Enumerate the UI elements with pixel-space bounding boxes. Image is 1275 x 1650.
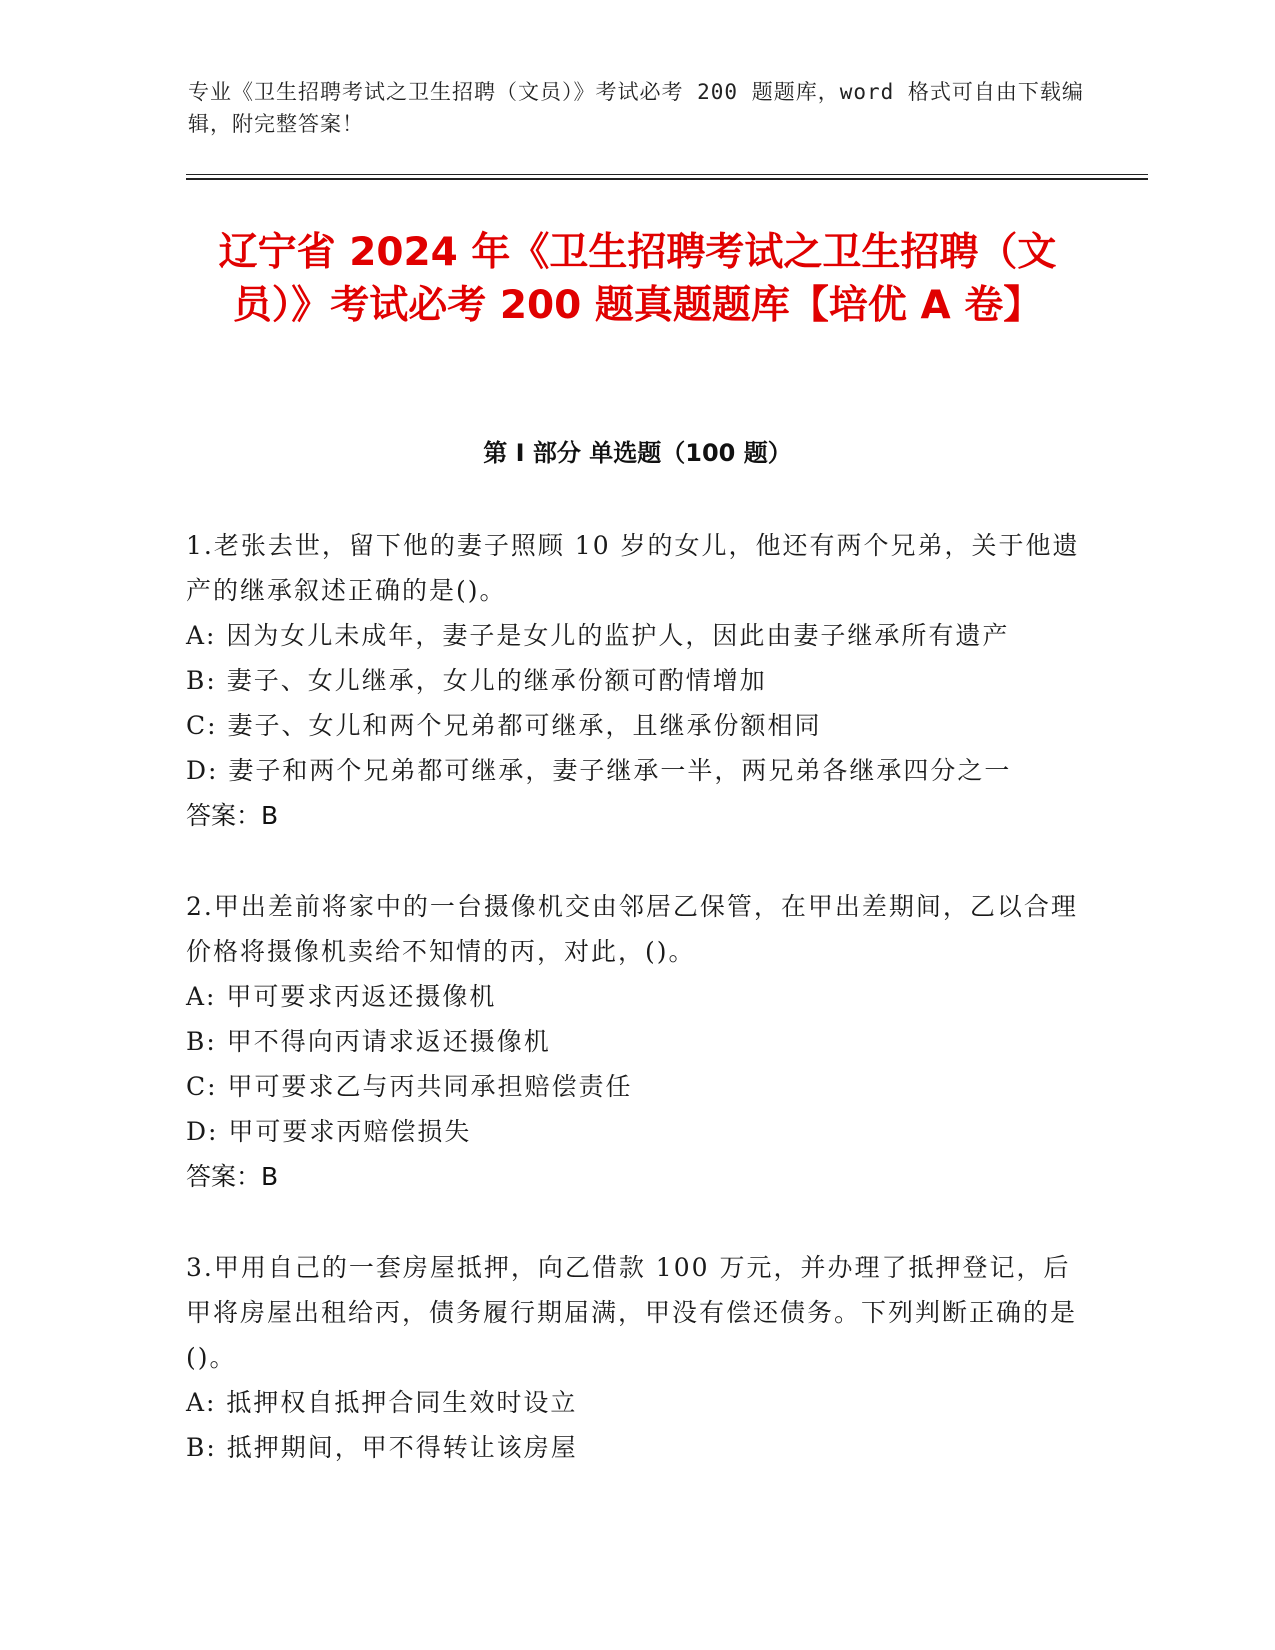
- option-b: B: 抵押期间，甲不得转让该房屋: [186, 1433, 578, 1462]
- option-b: B: 甲不得向丙请求返还摄像机: [186, 1027, 551, 1056]
- question-3: [186, 1245, 1086, 1470]
- question-stem: 3.甲用自己的一套房屋抵押，向乙借款 100 万元，并办理了抵押登记，后甲将房屋出租给丙，债务履行期届满，甲没有偿还债务。下列判断正确的是()。: [186, 1253, 1078, 1372]
- answer: 答案：B: [186, 1162, 279, 1191]
- option-d: D: 妻子和两个兄弟都可继承，妻子继承一半，两兄弟各继承四分之一: [186, 756, 1012, 785]
- option-b: B: 妻子、女儿继承，女儿的继承份额可酌情增加: [186, 666, 767, 695]
- option-a: A: 甲可要求丙返还摄像机: [186, 982, 497, 1011]
- header-divider: [186, 174, 1148, 175]
- option-d: D: 甲可要求丙赔偿损失: [186, 1117, 472, 1146]
- answer: 答案：B: [186, 801, 279, 830]
- question-stem: 1.老张去世，留下他的妻子照顾 10 岁的女儿，他还有两个兄弟，关于他遗产的继承叙述正确的是()。: [186, 531, 1080, 605]
- header-divider-thick: [186, 178, 1148, 180]
- header-note: 专业《卫生招聘考试之卫生招聘（文员）》考试必考 200 题题库，word 格式可自由下载编辑，附完整答案！: [188, 80, 1084, 136]
- question-stem: 2.甲出差前将家中的一台摄像机交由邻居乙保管，在甲出差期间，乙以合理价格将摄像机卖给不知情的丙，对此，()。: [186, 892, 1078, 966]
- section-heading: 第 I 部分 单选题（100 题）: [483, 439, 792, 467]
- question-1: [186, 523, 1086, 838]
- option-a: A: 因为女儿未成年，妻子是女儿的监护人，因此由妻子继承所有遗产: [186, 621, 1010, 650]
- option-c: C: 甲可要求乙与丙共同承担赔偿责任: [186, 1072, 633, 1101]
- document-title: 辽宁省 2024 年《卫生招聘考试之卫生招聘（文员）》考试必考 200 题真题题库【培优 A 卷】: [218, 230, 1057, 328]
- question-list: [186, 523, 1086, 1516]
- option-c: C: 妻子、女儿和两个兄弟都可继承，且继承份额相同: [186, 711, 822, 740]
- option-a: A: 抵押权自抵押合同生效时设立: [186, 1388, 578, 1417]
- question-2: [186, 884, 1086, 1199]
